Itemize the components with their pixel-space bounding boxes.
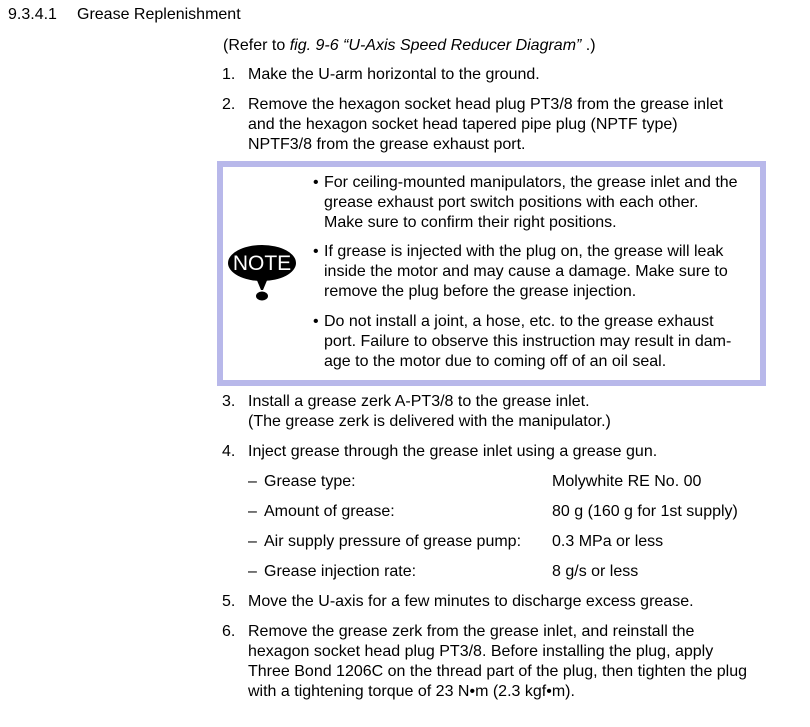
step-text [248, 442, 657, 462]
spec-label: Grease injection rate: [264, 563, 417, 580]
figure-link[interactable]: fig. 9-6 [289, 37, 339, 54]
bullet-line: For ceiling-mounted manipulators, the grease inlet and the [324, 174, 738, 191]
spec-dash: – [248, 473, 257, 490]
spec-label: Air supply pressure of grease pump: [264, 533, 522, 550]
bullet-text [324, 242, 728, 302]
bullet-line: port. Failure to observe this instruction may result in dam- [324, 333, 732, 350]
bullet-text [324, 312, 731, 372]
spec-value: 80 g (160 g for 1st supply) [552, 503, 738, 520]
step-number: 6. [222, 623, 236, 640]
step-text [248, 95, 723, 155]
spec-dash: – [248, 563, 257, 580]
step-line: Install a grease zerk A-PT3/8 to the grease inlet. [248, 393, 590, 410]
bullet-line: grease exhaust port switch positions with each other. [324, 194, 699, 211]
bullet-line: age to the motor due to coming off of an oil seal. [324, 353, 667, 370]
step-line: Move the U-axis for a few minutes to discharge excess grease. [248, 593, 694, 610]
step-line: hexagon socket head plug PT3/8. Before installing the plug, apply [248, 643, 714, 660]
step-number: 3. [222, 393, 236, 410]
step-line: Make the U-arm horizontal to the ground. [248, 66, 540, 83]
note-warning-icon [226, 244, 298, 304]
step-line: Remove the grease zerk from the grease inlet, and reinstall the [248, 623, 695, 640]
section-title: Grease Replenishment [77, 6, 241, 23]
step-line: (The grease zerk is delivered with the manipulator.) [248, 413, 611, 430]
bullet-line: remove the plug before the grease injection. [324, 283, 637, 300]
bullet-mark: • [313, 313, 319, 330]
reference-suffix: .) [581, 37, 596, 54]
step-line: and the hexagon socket head tapered pipe plug (NPTF type) [248, 116, 678, 133]
spec-label: Grease type: [264, 473, 356, 490]
step-number: 4. [222, 443, 236, 460]
step-text [248, 65, 540, 85]
step-line: Inject grease through the grease inlet using a grease gun. [248, 443, 658, 460]
reference-prefix: (Refer to [223, 37, 290, 54]
spec-value: 8 g/s or less [552, 563, 639, 580]
note-label: NOTE [232, 252, 292, 275]
figure-title: “U-Axis Speed Reducer Diagram” [338, 37, 582, 54]
spec-label-row [248, 472, 356, 492]
bullet-line: Do not install a joint, a hose, etc. to the grease exhaust [324, 313, 714, 330]
step-line: Three Bond 1206C on the thread part of the plug, then tighten the plug [248, 663, 748, 680]
step-line: with a tightening torque of 23 N•m (2.3 kgf•m). [248, 683, 575, 700]
bullet-line: inside the motor and may cause a damage. Make sure to [324, 263, 728, 280]
spec-label-row [248, 532, 521, 552]
step-number: 1. [222, 66, 236, 83]
step-line: NPTF3/8 from the grease exhaust port. [248, 136, 526, 153]
spec-dash: – [248, 503, 257, 520]
bullet-text [324, 173, 738, 233]
step-number: 5. [222, 593, 236, 610]
spec-label-row [248, 562, 416, 582]
step-text [248, 622, 747, 702]
spec-value: Molywhite RE No. 00 [552, 473, 702, 490]
step-line: Remove the hexagon socket head plug PT3/8 from the grease inlet [248, 96, 723, 113]
spec-value: 0.3 MPa or less [552, 533, 664, 550]
step-text [248, 392, 611, 432]
spec-dash: – [248, 533, 257, 550]
bullet-line: Make sure to confirm their right positions. [324, 214, 617, 231]
step-number: 2. [222, 96, 236, 113]
section-number: 9.3.4.1 [8, 6, 57, 23]
spec-label: Amount of grease: [264, 503, 395, 520]
bullet-mark: • [313, 174, 319, 191]
bullet-line: If grease is injected with the plug on, the grease will leak [324, 243, 724, 260]
step-text [248, 592, 694, 612]
spec-label-row [248, 502, 395, 522]
bullet-mark: • [313, 243, 319, 260]
figure-reference [223, 36, 596, 56]
